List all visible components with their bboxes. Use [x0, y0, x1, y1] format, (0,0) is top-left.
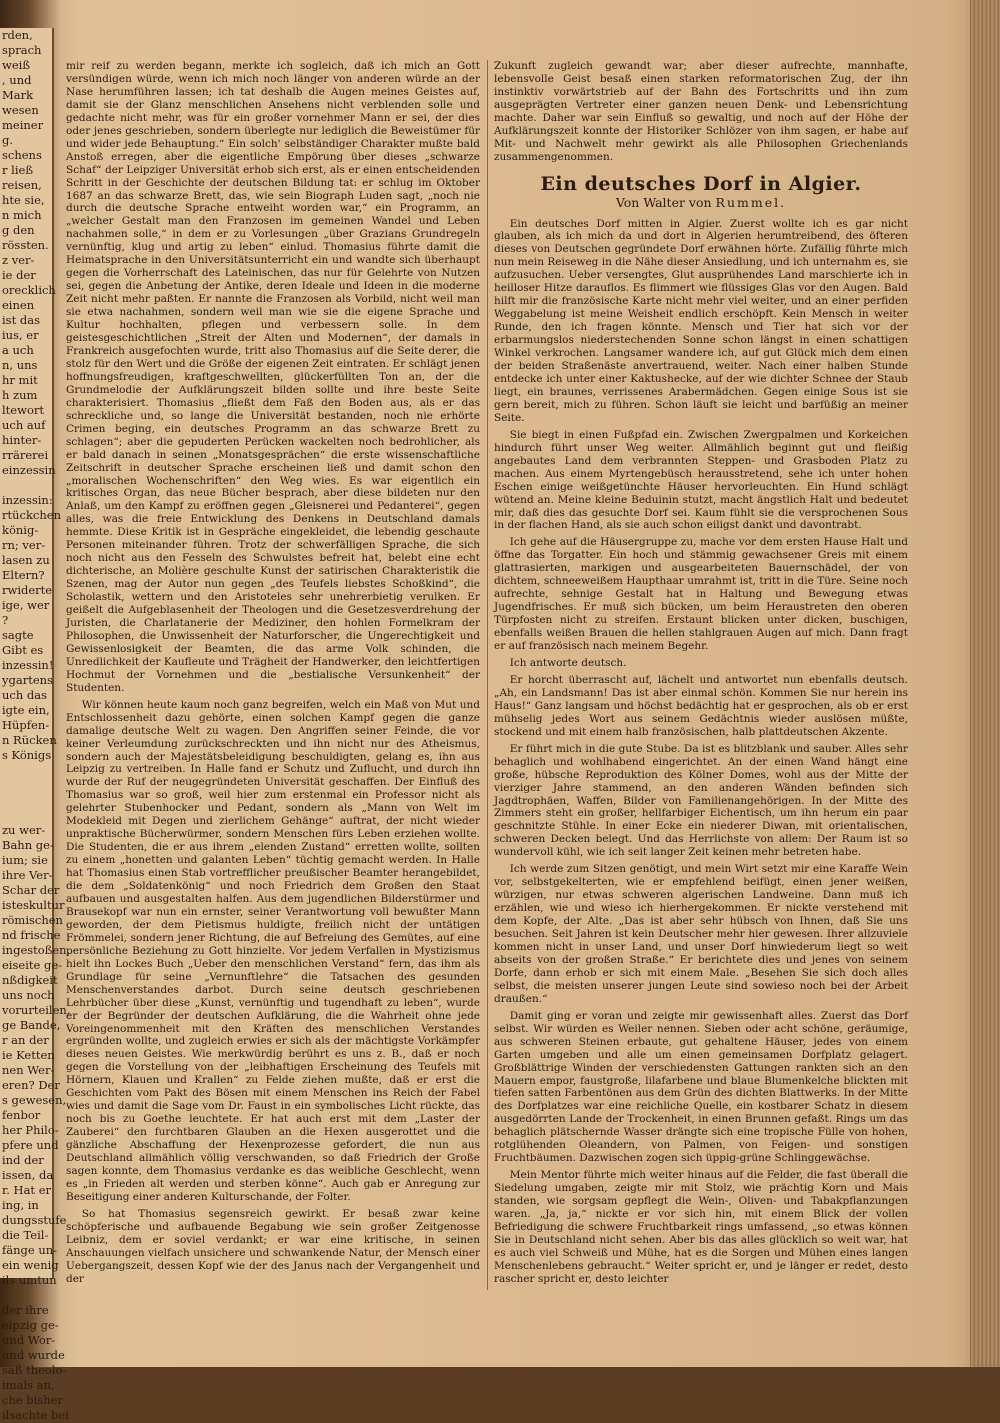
- left-page-line: nen Wer-: [2, 1063, 55, 1077]
- left-page-line: z ver-: [2, 253, 35, 267]
- left-page-line: ihre Ver-: [2, 868, 53, 882]
- left-page-line: s Königs: [2, 748, 52, 762]
- left-page-line: Gibt es: [2, 643, 44, 657]
- left-page-line: ie Ketten: [2, 1048, 55, 1062]
- left-page-line: ium; sie: [2, 853, 48, 867]
- left-page-line: uns noch: [2, 988, 55, 1002]
- left-page-line: nd frische: [2, 928, 61, 942]
- left-page-line: pfere und: [2, 1138, 59, 1152]
- left-page-line: dungsstufe: [2, 1213, 67, 1227]
- left-page-line: r ließ: [2, 163, 33, 177]
- left-page-line: der ihre: [2, 1303, 49, 1317]
- left-page-line: [2, 778, 52, 793]
- left-page-line: rtückchen: [2, 508, 61, 522]
- left-page-line: einzessin: [2, 463, 56, 477]
- paragraph: Ein deutsches Dorf mitten in Algier. Zuerst wollte ich es gar nicht glauben, als ich mich da und dort in Algerien herumtreibend, des öfteren dieses von Deutschen gegründete Dorf erwähnen hörte. Zufällig führte mich nun mein Reiseweg in die Nähe dieser Ansiedlung, und ich unternahm es, sie aufzusuchen. Ueber versengtes, Glut ausprühendes Land marschierte ich in heilloser Hitze darauflos. Es flimmert wie flüssiges Glas vor den Augen. Bald hilft mir die französische Karte nicht mehr viel weiter, und an einer perfiden Weggabelung ist meine Weisheit endlich erschöpft. Kein Mensch in weiter Runde, den ich fragen könnte. Mensch und Tier hat sich vor der erbarmungslos niederstechenden Sonne schon längst in einen schattigen Winkel verkrochen. Langsamer wandere ich, auf gut Glück mich dem einen der beiden Straßenäste anvertrauend, weiter. Nach einer halben Stunde entdecke ich unter einer Kaktushecke, auf der wie dichter Schnee der Staub liegt, ein braunes, verrissenes Arabermädchen. Gegen einige Sous ist sie gern bereit, mich zu führen. Schon läuft sie leicht und barfüßig an meiner Seite.: [494, 217, 908, 424]
- left-page-line: rden,: [2, 28, 33, 42]
- paragraph: Wir können heute kaum noch ganz begreifen, welch ein Maß von Mut und Entschlossenheit dazu gehörte, einen solchen Kampf gegen die ganze damalige deutsche Welt zu wagen. Den Angriffen seiner Feinde, die vor keiner Verleumdung zurückschreckten und ihn nicht nur des Atheismus, sondern auch der Majestätsbeleidigung beschuldigten, gelang es, ihn aus Leipzig zu vertreiben. In Halle fand er Schutz und Zuflucht, und durch ihn wurde der Ruf der neugegründeten Universität geschaffen. Der Einfluß des Thomasius war so groß, weil hier zum erstenmal ein Professor nicht als gelehrter Stubenhocker und Pedant, sondern als „Mann von Welt im Modekleid mit Degen und zierlichem Gehänge“ auftrat, der nicht wieder unpraktische Bücherwürmer, sondern Menschen fürs Leben erziehen wollte. Die Studenten, die er aus ihrem „elenden Zustand“ erretten wollte, sollten zu einem „honetten und galanten Leben“ tüchtig gemacht werden. In Halle hat Thomasius einen Stab vortrefflicher preußischer Beamter herangebildet, die dem „Soldatenkönig“ und noch Friedrich dem Großen den Staat aufbauen und ausgestalten halfen. Aus dem jugendlichen Bilderstürmer und Brausekopf war nun ein ernster, seiner Verantwortung voll bewußter Mann geworden, der dem Pietismus huldigte, freilich nicht der untätigen Frömmelei, sondern jener Richtung, die auf Befreiung des Gemütes, auf eine persönliche Beziehung zu Gott hinzielte. Vor jedem Verfallen in Mystizismus hielt ihn Lockes Buch „Ueber den menschlichen Verstand“ fern, das ihm als Grundlage für seine „Vernunftlehre“ die Tatsachen des gesunden Menschenverstandes darbot. Durch seine deutsch geschriebenen Lehrbücher über diese „Kunst, vernünftig und tugendhaft zu leben“, wurde er der Begründer der deutschen Aufklärung, die die Wahrheit ohne jede Voreingenommenheit mit den Kräften des menschlichen Verstandes ergründen wollte, und zugleich erwies er sich als der mächtigste Vorkämpfer dieses neuen Geistes. Wie merkwürdig berührt es uns z. B., daß er noch gegen die Vorstellung von der „leibhaftigen Erscheinung des Teufels mit Hörnern, Klauen und Krallen“ zu Felde ziehen mußte, daß er erst die Geschichten vom Pakt des Bösen mit einem Menschen ins Reich der Fabel wies und damit die Sage vom Dr. Faust in ein symbolisches Licht rückte, das noch bis zu Goethe leuchtete. Er hat auch erst mit dem „Laster der Zauberei“ den furchtbaren Glauben an die Hexen ausgerottet und die gänzliche Abschaffung der Hexenprozesse gefordert, die nun aus Deutschland allmählich völlig verschwanden, so daß Friedrich der Große sagen konnte, dem Thomasius verdanke es das weibliche Geschlecht, wenn es „in Frieden alt werden und sterben könne“. Auch gab er Anregung zur Beseitigung einer anderen Kulturschande, der Folter.: [66, 698, 480, 1203]
- byline: [494, 194, 908, 210]
- left-page-line: ige, wer: [2, 598, 50, 612]
- left-page-line: und wurde: [2, 1348, 65, 1362]
- left-page-line: ilsachte bei: [2, 1408, 69, 1422]
- left-page-fragment: [0, 28, 71, 1422]
- left-page-line: uch auf: [2, 418, 46, 432]
- left-page-line: rn; ver-: [2, 538, 46, 552]
- left-page-line: g.: [2, 133, 14, 147]
- left-page-line: schens: [2, 148, 42, 162]
- column-rule: [487, 60, 488, 1290]
- left-page-line: inzessin!: [2, 658, 54, 672]
- left-page-line: fenbor: [2, 1108, 41, 1122]
- paragraph: Er horcht überrascht auf, lächelt und antwortet nun ebenfalls deutsch. „Ah, ein Landsmann! Das ist aber einmal schön. Kommen Sie nur herein ins Haus!“ Ganz langsam und höchst bedächtig hat er gesprochen, als ob er erst mühselig jedes Wort aus seinem Gedächtnis wieder auslösen müßte, stockend und mit einem halb französischen, halb plattdeutschen Akzente.: [494, 673, 908, 738]
- left-page-line: nßdigkeit: [2, 973, 58, 987]
- paragraph: mir reif zu werden begann, merkte ich sogleich, daß ich mich an Gott versündigen würde, wenn ich mich noch länger von anderen würde an der Nase herumführen lassen; ich tat deshalb die Augen meines Geistes auf, damit sie der Glanz menschlichen Ansehens nicht verblenden solle und gedachte nicht mehr, was für ein großer vornehmer Mann er sei, der dies oder jenes geschrieben, sondern überlegte nur lediglich die Beweistümer für und wider jede Behauptung.“ Ein solch' selbständiger Charakter mußte bald Anstoß erregen, aber die eigentliche Empörung über dieses „schwarze Schaf“ der Leipziger Universität erhob sich erst, als er einen entscheidenden Schritt in der Geschichte der deutschen Bildung tat: er schlug im Oktober 1687 an das schwarze Brett, das, wie sein Biograph Luden sagt, „noch nie durch die deutsche Sprache entweiht worden war,“ ein Programm, an „welcher Gestalt man den Franzosen im gemeinen Wandel und Leben nachahmen solle,“ in dem er zu Vorlesungen „über Grazians Grundregeln vernünftig, klug und artig zu leben“ einlud. Thomasius führte damit die Heimatsprache in den Universitätsunterricht ein und wandte sich überhaupt gegen die Vorherrschaft des Lateinischen, das nur für Gelehrte von Nutzen sei, gegen die Anbetung der Antike, deren Ideale und Ideen in die moderne Zeit nicht mehr paßten. Er nannte die Franzosen als Vorbild, nicht weil man sie etwa nachahmen, sondern weil man wie sie die eigene Sprache und Kultur hochhalten, pflegen und verbessern solle. In dem geistesgeschichtlichen „Streit der Alten und Modernen“, der damals in Frankreich ausgefochten wurde, tritt also Thomasius auf die Seite derer, die stolz für den Wert und die Größe der eigenen Zeit eintraten. Er schlägt jenen hoffnungsfreudigen, kraftgeschwellten, glückerfüllten Ton an, der die Grundmelodie der Aufklärungszeit bilden sollte und ihre beste Seite charakterisiert. Thomasius „fließt dem Faß den Boden aus, als er das schreckliche und, so lange die Universität bestanden, noch nie erhörte Crimen beging, ein deutsches Programm an das schwarze Brett zu schlagen“; aber die gepuderten Perücken wackelten noch bedrohlicher, als er bald danach in seinen „Monatsgesprächen“ die erste wissenschaftliche Zeitschrift in deutscher Sprache erscheinen ließ und damit schon den „moralischen Wochenschriften“ den Weg wies. Es war eigentlich ein kritisches Organ, das neue Bücher besprach, aber diese bildeten nur den Anlaß, um den Kampf zu eröffnen gegen „Gleisnerei und Pedanterei“, gegen alles, was die freie Entwicklung des Denkens in Deutschland damals hemmte. Diese Kritik ist in Gespräche eingekleidet, die lebendig geschaute Personen miteinander führen. Trotz der schwerfälligen Sprache, die sich noch nicht aus den Fesseln des Schwulstes befreit hat, belebt eine echt dichterische, an Molière geschulte Kunst der satirischen Charakteristik die Szenen, mag der Autor nun gegen „des Teufels liebstes Schoßkind“, die Scholastik, wettern und den Aristoteles sehr unehrerbietig verulken. Er geißelt die Aufgeblasenheit der Theologen und die Gesetzesverdrehung der Juristen, die Charlatanerie der Mediziner, den hohlen Formelkram der Philosophen, die Unwissenheit der Naturforscher, die Ungerechtigkeit und Gewissenlosigkeit der Beamten, die das arme Volk schinden, die Unredlichkeit der Kaufleute und Trägheit der Handwerker, den leichtfertigen Hochmut der Vornehmen und die „bestialische Versunkenheit“ der Studenten.: [66, 60, 480, 694]
- left-page-line: hte sie,: [2, 193, 45, 207]
- page-edges: [970, 0, 1000, 1367]
- left-page-line: hr mit: [2, 373, 38, 387]
- left-page-line: saß theolo-: [2, 1363, 67, 1377]
- left-page-line: Mark: [2, 88, 34, 102]
- left-page-line: r an der: [2, 1033, 49, 1047]
- left-page-line: Eltern?: [2, 568, 45, 582]
- left-page-line: eiseite ge-: [2, 958, 63, 972]
- left-page-line: rrärerei: [2, 448, 49, 462]
- left-page-line: die Teil-: [2, 1228, 49, 1242]
- left-page-line: inzessin:: [2, 493, 53, 507]
- paragraph: Ich antworte deutsch.: [509, 656, 627, 669]
- left-page-line: n mich: [2, 208, 42, 222]
- left-page-line: issen, da: [2, 1168, 54, 1182]
- right-column: [494, 60, 908, 1290]
- left-page-line: n Rücken: [2, 733, 57, 747]
- left-page-line: [2, 763, 52, 778]
- left-page-line: vorurteilen,: [2, 1003, 71, 1017]
- paragraph: Mein Mentor führte mich weiter hinaus auf die Felder, die fast überall die Siedelung umgaben, zeigte mir mit Stolz, wie prächtig Korn und Mais standen, wie sorgsam gepflegt die Wein-, Oliven- und Tabakpflanzungen waren. „Ja, ja,“ nickte er vor sich hin, mit einem Blick der vollen Befriedigung die schwere Fruchtbarkeit rings umfassend, „so etwas können Sie in Deutschland nicht sehen. Aber bis das alles glücklich so weit war, hat es auch viel Schweiß und Mühe, hat es die Sorgen und Mühen eines langen Menschenlebens gebraucht.“ Weiter spricht er, und je länger er redet, desto rascher spricht er, desto leichter: [494, 1169, 908, 1285]
- left-page-line: s gewesen,: [2, 1093, 67, 1107]
- left-page-line: und Wor-: [2, 1333, 56, 1347]
- left-page-line: sprach: [2, 43, 42, 57]
- left-page-line: isteskultur: [2, 898, 65, 912]
- left-page-line: fänge un-: [2, 1243, 58, 1257]
- left-page-line: zu wer-: [2, 823, 46, 837]
- left-page-line: ils umtun: [2, 1273, 57, 1287]
- left-page-line: ind der: [2, 1153, 44, 1167]
- left-page-line: g den: [2, 223, 35, 237]
- left-page-line: Hüpfen-: [2, 718, 50, 732]
- left-page-line: [2, 1288, 52, 1303]
- left-page-line: wesen: [2, 103, 39, 117]
- left-page-line: ing, in: [2, 1198, 39, 1212]
- left-page-line: r. Hat er: [2, 1183, 52, 1197]
- byline-prefix: Von Walter von: [615, 194, 712, 210]
- left-page-line: Bahn ge-: [2, 838, 54, 852]
- left-page-line: orecklich: [2, 283, 56, 297]
- newspaper-page: [66, 60, 914, 1290]
- left-page-line: lasen zu: [2, 553, 50, 567]
- left-page-line: imals an,: [2, 1378, 55, 1392]
- left-page-line: a uch: [2, 343, 34, 357]
- paragraph: Ich gehe auf die Häusergruppe zu, mache vor dem ersten Hause Halt und öffne das Torgatter. Ein hoch und stämmig gewachsener Greis mit einem glattrasierten, markigen und ausgearbeiteten Bauernschädel, der von dichtem, schneeweißem Haupthaar umrahmt ist, tritt in die Türe. Seine noch aufrechte, sehnige Gestalt hat in Haltung und Bewegung etwas Jugendfrisches. Er muß sich bücken, um beim Heraustreten den oberen Türpfosten nicht zu streifen. Erstaunt blicken unter dicken, buschigen, ebenfalls weißen Brauen die hellen stahlgrauen Augen auf mich. Dann fragt er auf französisch nach meinem Begehr.: [494, 536, 908, 653]
- left-page-line: ius, er: [2, 328, 39, 342]
- left-page-line: [2, 793, 52, 808]
- left-page-line: ygartens: [2, 673, 53, 687]
- left-page-line: ein wenig: [2, 1258, 59, 1272]
- byline-author: Rummel.: [715, 194, 787, 210]
- left-page-line: römischen: [2, 913, 63, 927]
- left-page-line: rössten.: [2, 238, 49, 252]
- paragraph: Ich werde zum Sitzen genötigt, und mein Wirt setzt mir eine Karaffe Wein vor, selbstgekelterten, wie er empfehlend beifügt, einen jener weißen, würzigen, nur etwas schweren algerischen Landweine. Dann muß ich erzählen, wie und wieso ich hierhergekommen. Er nickte verstehend mit dem Kopfe, der Alte. „Das ist aber sehr hübsch von Ihnen, daß Sie uns besuchen. Seit Jahren ist kein Deutscher mehr hier gewesen. Ihrer allzuviele kommen nicht in unser Land, und unser Dorf hinwiederum liegt so weit abseits von der großen Straße.“ Er berichtete dies und jenes von seinem Dorfe, dann erhob er sich mit einem Male. „Besehen Sie sich doch alles selbst, die meisten unserer jungen Leute sind sowieso noch bei der Arbeit draußen.“: [494, 863, 908, 1005]
- left-page-line: [2, 478, 52, 493]
- paragraph: Zukunft zugleich gewandt war; aber dieser aufrechte, mannhafte, lebensvolle Geist besaß einen starken reformatorischen Zug, der ihn instinktiv vorwärtstrieb auf der Bahn des Fortschritts und ihn zum ausgeprägten Vertreter einer ganzen neuen Denk- und Lebensrichtung machte. Daher war sein Einfluß so gewaltig, und noch auf der Höhe der Aufklärungszeit konnte der Historiker Schlözer von ihm sagen, er habe auf Mit- und Nachwelt mehr gewirkt als alle Philosophen Griechenlands zusammengenommen.: [494, 60, 908, 163]
- left-page-line: rwiderte: [2, 583, 53, 597]
- left-page-line: sagte: [2, 628, 34, 642]
- left-page-line: ltewort: [2, 403, 44, 417]
- left-page-line: igte ein,: [2, 703, 50, 717]
- left-column: [66, 60, 480, 1290]
- paragraph: Damit ging er voran und zeigte mir gewissenhaft alles. Zuerst das Dorf selbst. Wir würden es Weiler nennen. Sieben oder acht schöne, geräumige, aus schweren Steinen erbaute, gut gehaltene Häuser, jedes von einem Garten umgeben und alle um einen gemeinsamen Dorfplatz gelagert. Großblättrige Winden der verschiedensten Gattungen rankten sich an den Mauern empor, faustgroße, lilafarbene und blaue Blumenkelche blickten mit tiefen satten Farbentönen aus dem Grün des dichten Blattwerks. In der Mitte des Dorfplatzes war eine reichliche Quelle, ein kostbarer Schatz in diesem ausgedörrten Lande der Trockenheit, in einen Brunnen gefaßt. Rings um das behaglich plätschernde Wasser drängte sich eine tropische Fülle von hohen, rotglühenden Oleandern, von Palmen, von Feigen- und sonstigen Fruchtbäumen. Dazwischen zogen sich üppig-grüne Schlinggewächse.: [494, 1009, 908, 1165]
- paragraph: So hat Thomasius segensreich gewirkt. Er besaß zwar keine schöpferische und aufbauende Begabung wie sein großer Zeitgenosse Leibniz, dem er soviel verdankt; er war eine kritische, in seinen Anschauungen vielfach unsichere und schwankende Natur, der Mensch einer Uebergangszeit, dessen Kopf wie der des Janus nach der Vergangenheit und der: [66, 1207, 480, 1285]
- left-page-line: reisen,: [2, 178, 42, 192]
- left-page-line: ingestoßen,: [2, 943, 71, 957]
- left-page-line: ge Bande,: [2, 1018, 61, 1032]
- paragraph: Er führt mich in die gute Stube. Da ist es blitzblank und sauber. Alles sehr behaglich und wohlhabend eingerichtet. An der einen Wand hängt eine große, hübsche Reproduktion des Kölner Domes, wohl aus der Mitte der vierziger Jahre stammend, an den anderen Wänden befinden sich Jagdtrophäen, Waffen, Bilder von Familienangehörigen. In der Mitte des Zimmers steht ein großer, hellfarbiger Eichentisch, um ihn herum ein paar geschnitzte Stühle. In einer Ecke ein niederer Diwan, mit orientalischen, schweren Decken belegt. Und das Herrlichste von allem: Der Raum ist so wundervoll kühl, wie ich seit langer Zeit keinen mehr betreten habe.: [494, 742, 908, 859]
- left-page-line: eipzig ge-: [2, 1318, 59, 1332]
- left-page-line: könig-: [2, 523, 39, 537]
- paragraph: Sie biegt in einen Fußpfad ein. Zwischen Zwergpalmen und Korkeichen hindurch führt unser Weg weiter. Allmählich beginnt gut und fleißig angebautes Land dem verbrannten Steppen- und Grasboden Platz zu machen. Aus einem Myrtengebüsch herausstretend, sehe ich unter hohen Eschen einige weißgetünchte Häuser hervorleuchten. Ein Hund schlägt wütend an. Meine kleine Beduinin stutzt, macht ängstlich Halt und bedeutet mir, daß dies das gesuchte Dorf sei. Kaum fühlt sie die versprochenen Sous in der flachen Hand, als sie auch schon eiligst dankt und davontrabt.: [494, 428, 908, 532]
- left-page-line: , und: [2, 73, 32, 87]
- left-page-line: h zum: [2, 388, 38, 402]
- left-page-line: Schar der: [2, 883, 60, 897]
- left-page-line: n, uns: [2, 358, 38, 372]
- left-page-line: ie der: [2, 268, 36, 282]
- left-page-line: hinter-: [2, 433, 42, 447]
- article-title: Ein deutsches Dorf in Algier.: [540, 172, 862, 195]
- left-page-line: einen: [2, 298, 35, 312]
- left-page-line: che bisher: [2, 1393, 63, 1407]
- left-page-line: her Philo-: [2, 1123, 59, 1137]
- left-page-line: ?: [2, 613, 9, 627]
- left-page-line: [2, 808, 52, 823]
- left-page-line: eren? Der: [2, 1078, 60, 1092]
- left-page-line: uch das: [2, 688, 48, 702]
- left-page-line: meiner: [2, 118, 44, 132]
- left-page-line: ist das: [2, 313, 40, 327]
- left-page-line: weiß: [2, 58, 31, 72]
